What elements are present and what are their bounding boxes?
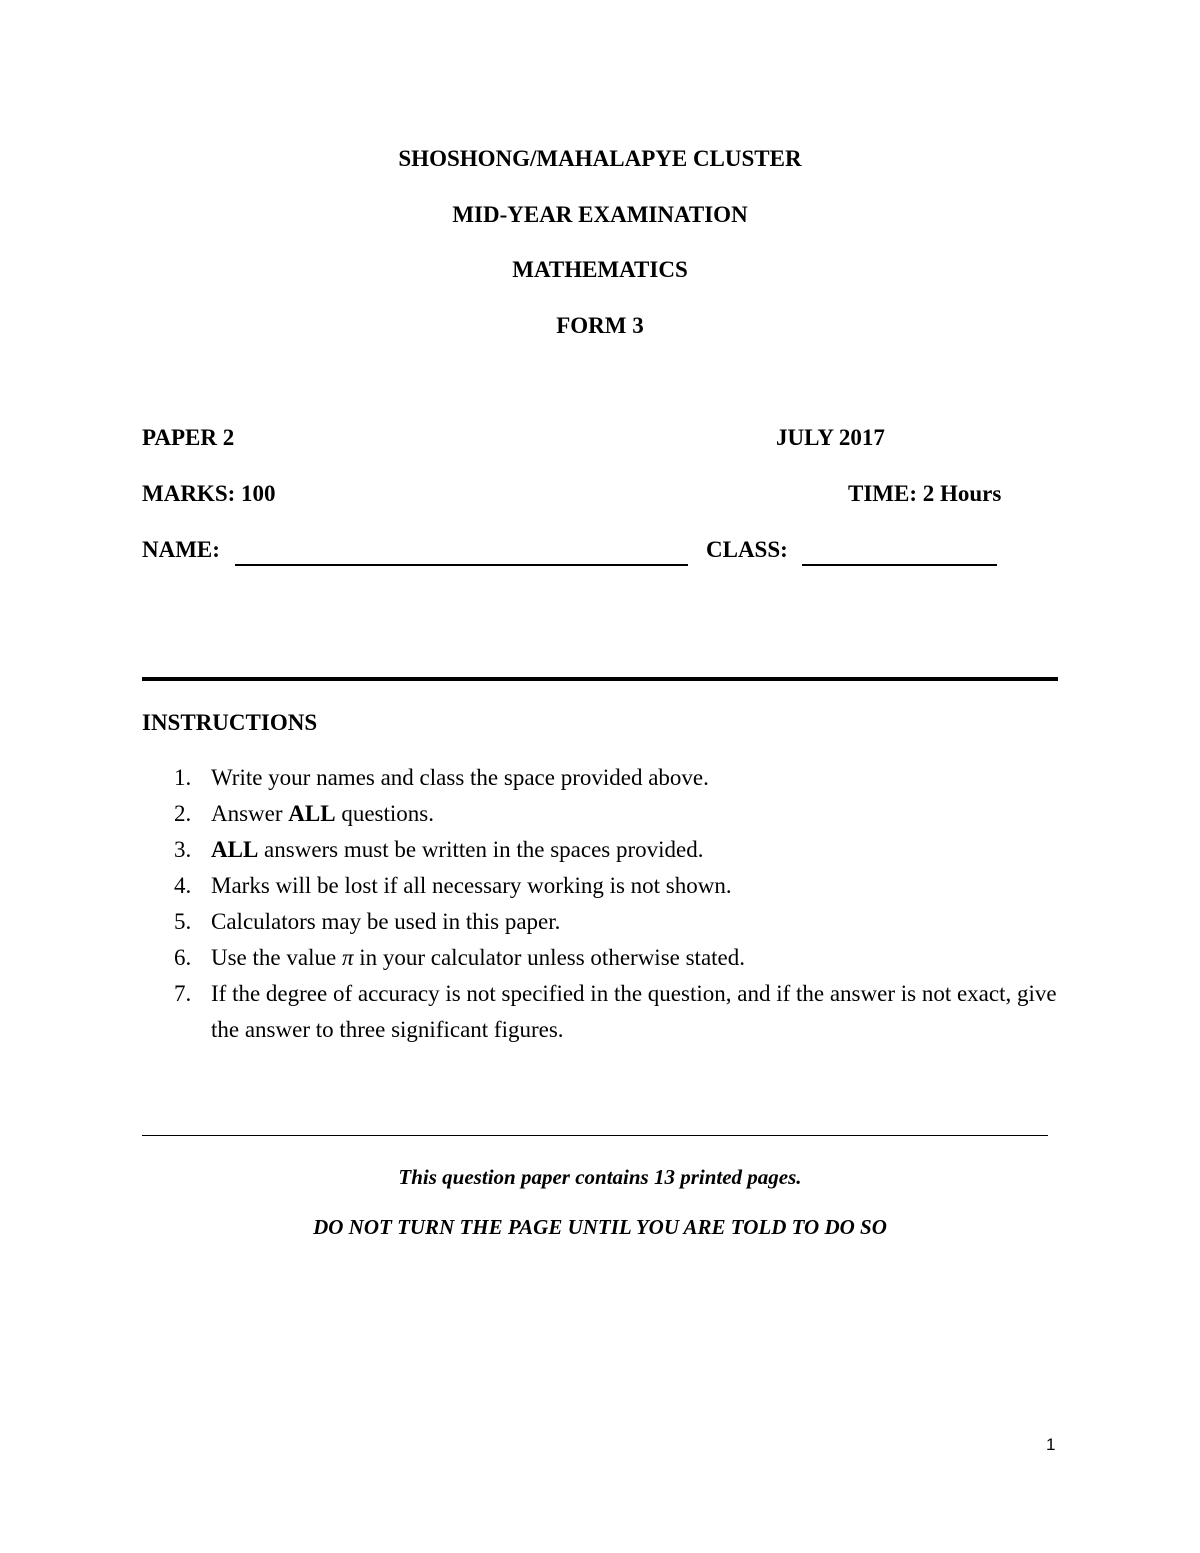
instruction-item: 3. ALL answers must be written in the spaces provided.	[174, 837, 704, 862]
page-number: 1	[1046, 1435, 1056, 1454]
instruction-item: 2. Answer ALL questions.	[174, 801, 434, 826]
divider-thick	[142, 677, 1058, 681]
instruction-item: 5. Calculators may be used in this paper.	[174, 909, 561, 934]
pages-note: This question paper contains 13 printed pages.	[398, 1165, 802, 1189]
instruction-item: 4. Marks will be lost if all necessary working is not shown.	[174, 873, 732, 898]
name-blank-line[interactable]	[235, 564, 688, 566]
header-exam: MID-YEAR EXAMINATION	[452, 202, 748, 227]
marks-label: MARKS: 100	[142, 481, 276, 506]
header-form: FORM 3	[556, 313, 644, 338]
header-cluster: SHOSHONG/MAHALAPYE CLUSTER	[398, 146, 802, 171]
time-label: TIME: 2 Hours	[848, 481, 1002, 506]
instructions-heading: INSTRUCTIONS	[142, 710, 318, 735]
header-subject: MATHEMATICS	[512, 257, 688, 282]
class-blank-line[interactable]	[802, 564, 997, 566]
instruction-item: 6. Use the value π in your calculator unless otherwise stated.	[174, 945, 745, 970]
divider-thin	[142, 1135, 1048, 1136]
instruction-item: 7. If the degree of accuracy is not specified in the question, and if the answer is not exact, give the answer to three significant figures.	[174, 981, 1057, 1042]
instruction-item: 1. Write your names and class the space provided above.	[174, 765, 709, 790]
instructions-list	[142, 760, 1058, 1048]
class-label: CLASS:	[706, 537, 788, 562]
paper-label: PAPER 2	[142, 425, 235, 450]
name-label: NAME:	[142, 537, 220, 562]
warning-text: DO NOT TURN THE PAGE UNTIL YOU ARE TOLD TO DO SO	[313, 1215, 887, 1239]
date-label: JULY 2017	[776, 425, 885, 450]
